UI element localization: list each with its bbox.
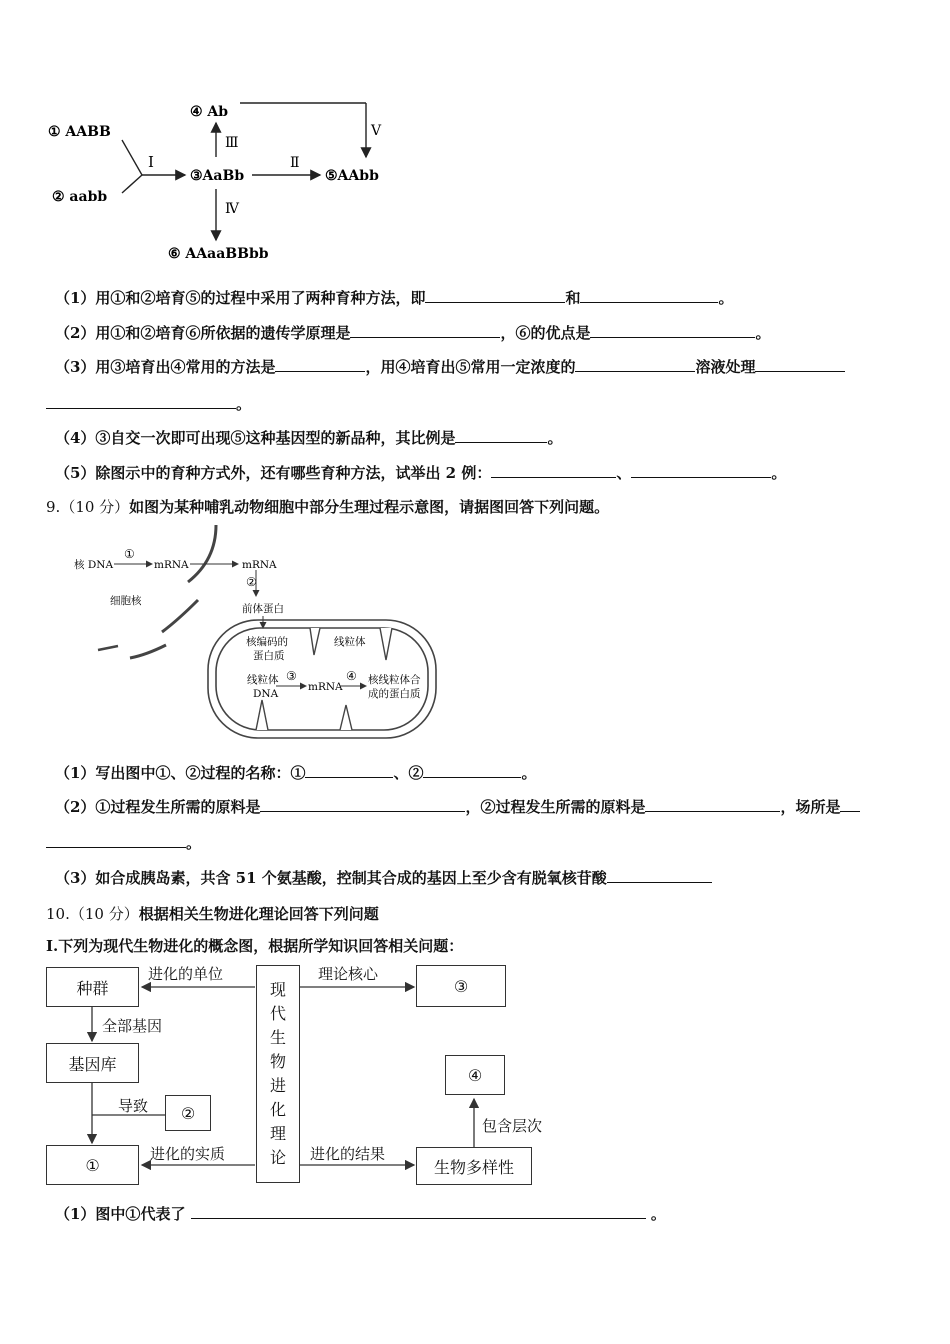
blank-box-1[interactable]: ① xyxy=(46,1145,139,1185)
mito-dna-label-2: DNA xyxy=(253,688,279,700)
answer-blank[interactable] xyxy=(191,1204,646,1219)
answer-blank[interactable] xyxy=(631,463,771,478)
answer-blank[interactable] xyxy=(575,357,695,372)
genotype-1: ① AABB xyxy=(48,124,111,140)
step-label-4: Ⅳ xyxy=(225,201,239,217)
genotype-4: ④ Ab xyxy=(190,104,229,120)
q8-part1: （1）用①和②培育⑤的过程中采用了两种育种方法，即 和 。 xyxy=(55,289,734,307)
q9-title: 9.（10 分）如图为某种哺乳动物细胞中部分生理过程示意图，请据图回答下列问题。 xyxy=(46,498,610,516)
genotype-2: ② aabb xyxy=(52,189,108,205)
label-essence: 进化的实质 xyxy=(150,1145,226,1163)
answer-blank[interactable] xyxy=(423,763,521,778)
mrna-label-3: mRNA xyxy=(308,681,343,693)
answer-blank[interactable] xyxy=(425,288,565,303)
answer-blank[interactable] xyxy=(755,357,845,372)
genotype-5: ⑤AAbb xyxy=(325,168,379,184)
answer-blank[interactable] xyxy=(46,394,236,409)
answer-blank[interactable] xyxy=(46,833,186,848)
process-3-label: ③ xyxy=(286,669,297,683)
step-label-5: Ⅴ xyxy=(371,123,382,139)
breeding-diagram xyxy=(40,95,420,270)
label-theory-core: 理论核心 xyxy=(318,965,379,983)
step-label-2: Ⅱ xyxy=(290,155,300,171)
answer-blank[interactable] xyxy=(455,428,547,443)
q9-part2-cont: 。 xyxy=(46,832,201,853)
answer-blank[interactable] xyxy=(590,323,755,338)
q10-subtitle: I.下列为现代生物进化的概念图，根据所学知识回答相关问题： xyxy=(46,937,464,955)
mrna-label-1: mRNA xyxy=(154,559,189,571)
nuclear-dna-label: 核 DNA xyxy=(74,559,114,571)
label-levels: 包含层次 xyxy=(482,1117,543,1135)
blank-box-4[interactable]: ④ xyxy=(445,1055,505,1095)
nuclear-encoded-protein-label-2: 蛋白质 xyxy=(253,650,285,662)
q8-part5: （5）除图示中的育种方式外，还有哪些育种方法，试举出 2 例： 、 。 xyxy=(55,464,787,482)
blank-box-3[interactable]: ③ xyxy=(416,965,506,1007)
answer-blank[interactable] xyxy=(840,797,860,812)
modern-evolution-theory-box: 现 代 生 物 进 化 理 论 xyxy=(256,965,300,1183)
blank-box-2[interactable]: ② xyxy=(165,1095,211,1131)
cell-process-diagram xyxy=(70,520,450,745)
q9-part1: （1）写出图中①、②过程的名称：① 、② 。 xyxy=(55,764,537,782)
q8-part3-cont: 。 xyxy=(46,393,251,414)
population-box: 种群 xyxy=(46,967,139,1007)
q9-part3: （3）如合成胰岛素，共含 51 个氨基酸，控制其合成的基因上至少含有脱氧核苷酸 xyxy=(55,867,712,888)
q9-part2: （2）①过程发生所需的原料是 ，②过程发生所需的原料是 ，场所是 xyxy=(55,796,860,817)
mitochondrion-label: 线粒体 xyxy=(334,636,366,648)
mito-dna-label-1: 线粒体 xyxy=(247,674,279,686)
q8-part2: （2）用①和②培育⑥所依据的遗传学原理是 ，⑥的优点是 。 xyxy=(55,324,771,342)
q8-part4: （4）③自交一次即可出现⑤这种基因型的新品种，其比例是 。 xyxy=(55,429,563,447)
step-label-1: Ⅰ xyxy=(148,153,154,171)
genotype-6: ⑥ AAaaBBbb xyxy=(168,246,269,262)
gene-pool-box: 基因库 xyxy=(46,1043,139,1083)
q10-title: 10.（10 分）根据相关生物进化理论回答下列问题 xyxy=(46,905,379,923)
answer-blank[interactable] xyxy=(607,868,712,883)
answer-blank[interactable] xyxy=(580,288,718,303)
answer-blank[interactable] xyxy=(260,797,465,812)
label-result: 进化的结果 xyxy=(310,1145,386,1163)
genotype-3: ③AaBb xyxy=(190,168,245,184)
answer-blank[interactable] xyxy=(275,357,365,372)
process-1-label: ① xyxy=(124,547,135,561)
step-label-3: Ⅲ xyxy=(225,135,239,151)
process-2-label: ② xyxy=(246,575,257,589)
answer-blank[interactable] xyxy=(350,323,500,338)
label-unit-of-evolution: 进化的单位 xyxy=(148,965,224,983)
mito-protein-label-2: 成的蛋白质 xyxy=(368,688,421,700)
biodiversity-box: 生物多样性 xyxy=(416,1147,532,1185)
label-cause: 导致 xyxy=(118,1097,149,1115)
process-4-label: ④ xyxy=(346,669,357,683)
nucleus-label: 细胞核 xyxy=(110,595,142,607)
answer-blank[interactable] xyxy=(491,463,616,478)
q10-part1: （1）图中①代表了 。 xyxy=(55,1205,666,1223)
evolution-concept-map xyxy=(0,955,950,1195)
mito-protein-label-1: 核线粒体合 xyxy=(368,674,421,686)
answer-blank[interactable] xyxy=(645,797,780,812)
q8-part3: （3）用③培育出④常用的方法是 ，用④培育出⑤常用一定浓度的 溶液处理 xyxy=(55,356,845,377)
answer-blank[interactable] xyxy=(305,763,393,778)
precursor-protein-label: 前体蛋白 xyxy=(242,603,284,615)
mrna-label-2: mRNA xyxy=(242,559,277,571)
nuclear-encoded-protein-label-1: 核编码的 xyxy=(246,636,288,648)
label-all-genes: 全部基因 xyxy=(102,1017,163,1035)
